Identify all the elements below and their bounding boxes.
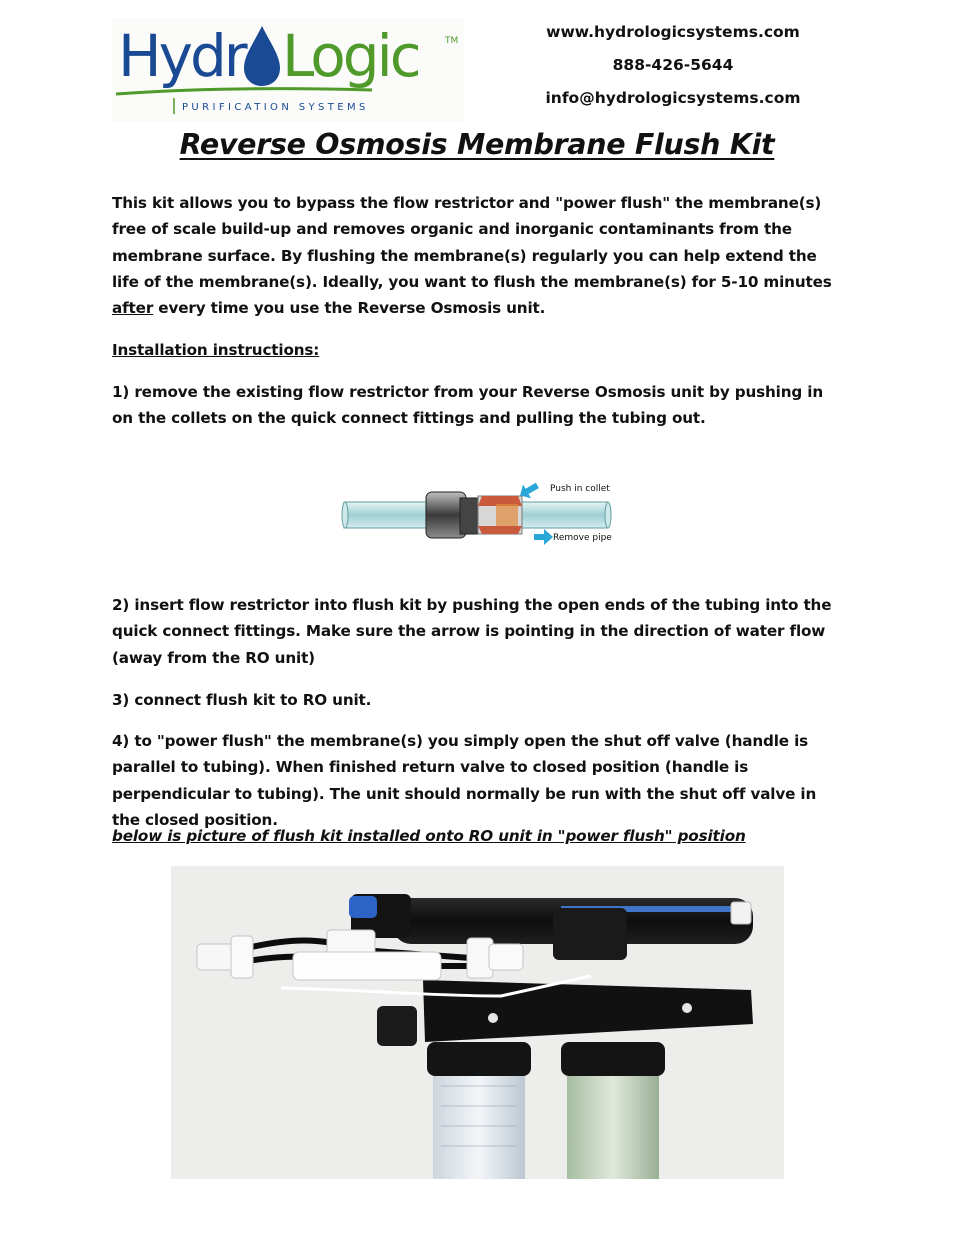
logo-trademark: TM	[445, 36, 459, 46]
step-3: 3) connect flush kit to RO unit.	[112, 691, 372, 709]
hydrologic-logo	[112, 18, 464, 122]
step-1: 1) remove the existing flow restrictor from your Reverse Osmosis unit by pushing in on the collets on the quick connect fittings and pulling the tubing out.	[112, 383, 823, 428]
step-2: 2) insert flow restrictor into flush kit by pushing the open ends of the tubing into the quick connect fittings. Make sure the arrow is pointing in the direction of water flow (away from the RO unit)	[112, 596, 832, 667]
arrow-right-icon	[534, 529, 553, 545]
remove-pipe-label: Remove pipe	[553, 533, 612, 543]
logo-wordmark-right: Logic	[282, 22, 419, 90]
installation-heading: Installation instructions:	[112, 341, 320, 359]
page-title: Reverse Osmosis Membrane Flush Kit	[179, 128, 775, 161]
logo-wordmark-left: Hydr	[118, 22, 245, 90]
ro-unit-photo	[171, 866, 784, 1179]
phone-number: 888-426-5644	[612, 56, 734, 74]
contact-block	[540, 20, 806, 119]
intro-paragraph	[112, 190, 842, 321]
website-link[interactable]: www.hydrologicsystems.com	[546, 23, 800, 41]
logo-tagline: PURIFICATION SYSTEMS	[182, 102, 369, 113]
step-4: 4) to "power flush" the membrane(s) you simply open the shut off valve (handle is parallel to tubing). When finished return valve to closed position (handle is perpendicular to tubing). The unit should normally be run with the shut off valve in the closed position.	[112, 732, 817, 829]
push-collet-label: Push in collet	[550, 484, 610, 494]
intro-emphasis: after	[112, 299, 154, 318]
photo-caption: below is picture of flush kit installed onto RO unit in "power flush" position	[112, 827, 746, 845]
intro-text-after: every time you use the Reverse Osmosis unit.	[153, 299, 546, 318]
quick-connect-diagram	[338, 478, 628, 550]
email-link[interactable]: info@hydrologicsystems.com	[545, 89, 801, 107]
intro-text-before: This kit allows you to bypass the flow restrictor and "power flush" the membrane(s) free of scale build-up and removes organic and inorganic contaminants from the membrane surface. By flushing the membrane(s) regularly you can help extend the life of the membrane(s). Ideally, you want to flush the membrane(s) for 5-10 minutes	[112, 194, 832, 291]
